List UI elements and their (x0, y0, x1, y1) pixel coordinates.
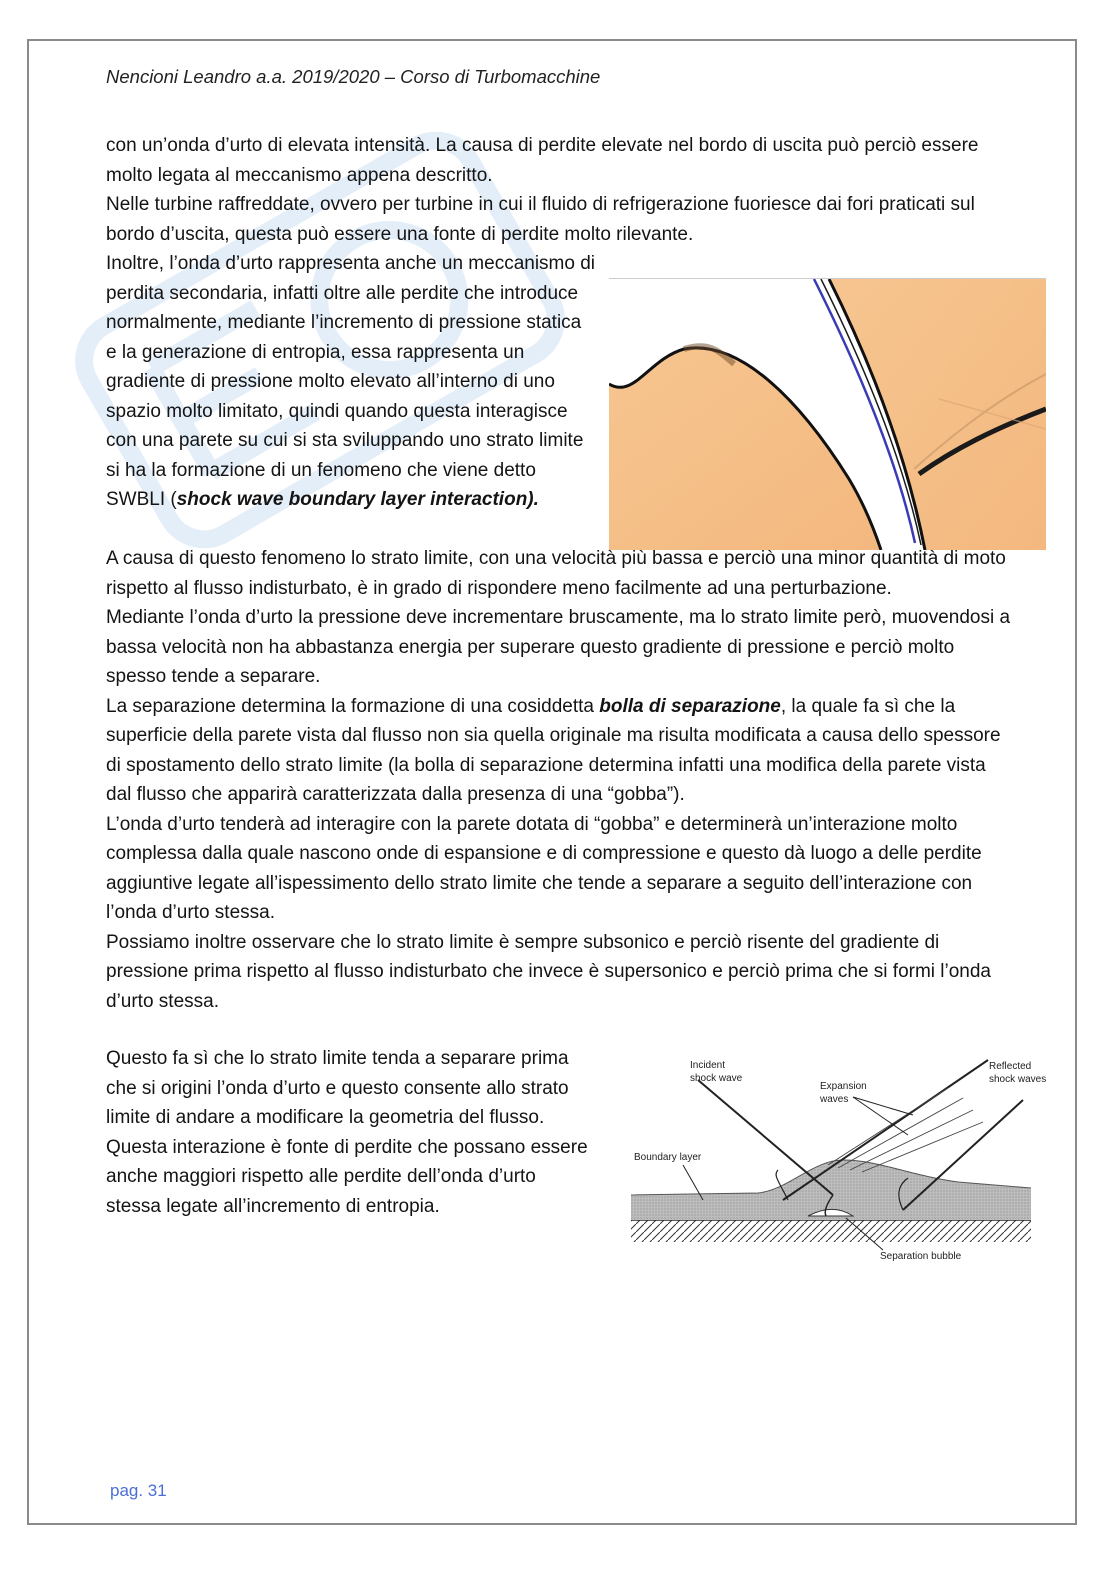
paragraph-text: Inoltre, l’onda d’urto rappresenta anche un meccanismo di perdita secondaria, infatti oltre alle perdite che introduce normalmente, mediante l’incremento di pressione statica e la generazione di entropia, essa rappresenta un gradiente di pressione molto elevato all’interno di uno spazio molto limitato, quindi quando questa interagisce con una parete su cui si sta sviluppando uno strato limite si ha la formazione di un fenomeno che viene detto SWBLI ( (106, 253, 596, 510)
paragraph: Possiamo inoltre osservare che lo strato limite è sempre subsonico e perciò risente del gradiente di pressione prima rispetto al flusso indisturbato che invece è supersonico e perciò prima che si formi l’onda d’urto stessa. (106, 931, 991, 1012)
label-reflected-1: Reflected (989, 1061, 1032, 1072)
cfd-shock-image (609, 279, 1046, 550)
text-block-separation (106, 544, 1016, 1016)
label-boundary-layer: Boundary layer (634, 1152, 702, 1163)
paragraph: con un’onda d’urto di elevata intensità. La causa di perdite elevate nel bordo di uscita può perciò essere molto legata al meccanismo appena descritto. (106, 135, 979, 186)
paragraph: Questo fa sì che lo strato limite tenda a separare prima che si origini l’onda d’urto e questo consente allo strato limite di andare a modificare la geometria del flusso. (106, 1048, 569, 1128)
label-reflected-2: shock waves (989, 1074, 1047, 1085)
paragraph: A causa di questo fenomeno lo strato limite, con una velocità più bassa e perciò una minor quantità di moto rispetto al flusso indisturbato, è in grado di rispondere meno facilmente ad una perturbazione. (106, 548, 1006, 599)
label-incident-1: Incident (690, 1060, 726, 1071)
paragraph-text: La separazione determina la formazione di una cosiddetta (106, 695, 600, 717)
paragraph-text: , la quale fa sì che la superficie della parete vista dal flusso non sia quella originale ma risulta modificata a causa dello spessore di spostamento dello strato limite (la bolla di separazione determina infatti una modifica della parete vista dal flusso che apparirà caratterizzata dalla presenza di una “gobba”). (106, 695, 1001, 805)
text-block-losses (106, 1044, 596, 1221)
swbli-diagram-svg (628, 1040, 1058, 1272)
paragraph (106, 692, 1016, 810)
label-expansion-1: Expansion (820, 1081, 867, 1092)
page-header: Nencioni Leandro a.a. 2019/2020 – Corso di Turbomacchine (106, 66, 601, 87)
paragraph (106, 249, 596, 515)
text-block-intro (106, 131, 1016, 249)
cfd-shock-figure (609, 278, 1046, 550)
emphasis-swbli: shock wave boundary layer interaction). (176, 489, 539, 510)
page-number: pag. 31 (110, 1481, 167, 1500)
text-block-swbli (106, 249, 596, 515)
label-expansion-2: waves (820, 1094, 849, 1105)
paragraph: Nelle turbine raffreddate, ovvero per turbine in cui il fluido di refrigerazione fuoriesce dai fori praticati sul bordo d’uscita, questa può essere una fonte di perdite molto rilevante. (106, 194, 975, 245)
paragraph: Questa interazione è fonte di perdite che possano essere anche maggiori rispetto alle perdite dell’onda d’urto stessa legate all’incremento di entropia. (106, 1136, 588, 1217)
label-incident-2: shock wave (690, 1073, 743, 1084)
paragraph: L’onda d’urto tenderà ad interagire con la parete dotata di “gobba” e determinerà un’interazione molto complessa dalla quale nascono onde di espansione e di compressione e questo dà luogo a delle perdite aggiuntive legate all’ispessimento dello strato limite che tende a separare a seguito dell’interazione con l’onda d’urto stessa. (106, 813, 982, 923)
emphasis-bolla: bolla di separazione (599, 695, 781, 717)
label-separation-bubble: Separation bubble (880, 1251, 962, 1262)
swbli-diagram (628, 1040, 1058, 1272)
paragraph: Mediante l’onda d’urto la pressione deve incrementare bruscamente, ma lo strato limite però, muovendosi a bassa velocità non ha abbastanza energia per superare questo gradiente di pressione e perciò molto spesso tende a separare. (106, 607, 1011, 687)
